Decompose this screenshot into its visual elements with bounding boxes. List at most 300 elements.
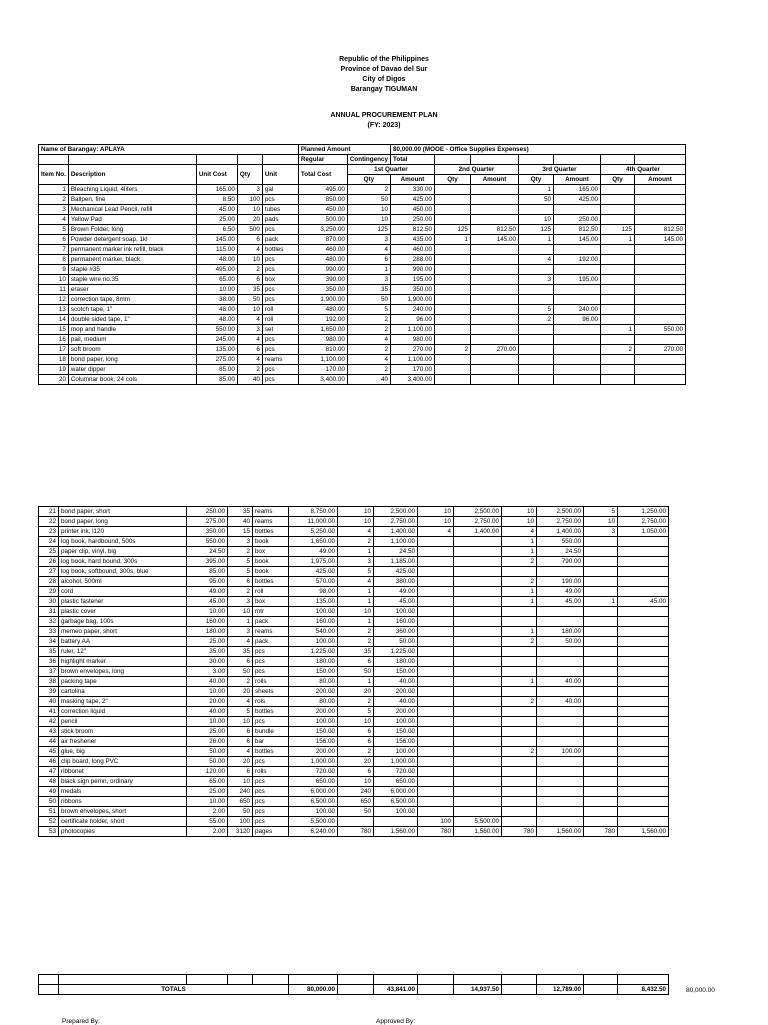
cell-q1-qty: 10 — [338, 717, 374, 727]
cell-unit-cost: 65.00 — [187, 777, 228, 787]
cell-item: 44 — [39, 737, 59, 747]
cell-q1-qty: 4 — [338, 577, 374, 587]
cell-q2-qty — [418, 717, 454, 727]
cell-description: air freshener — [59, 737, 187, 747]
cell-q1-qty: 1 — [338, 547, 374, 557]
cell-q1-amount: 350.00 — [390, 285, 434, 295]
cell-total-cost: 11,000.00 — [289, 517, 338, 527]
q1-qty-header: Qty — [347, 175, 390, 185]
cell-item: 30 — [39, 597, 59, 607]
cell-unit: pack — [262, 235, 298, 245]
cell-q2-amount — [470, 255, 518, 265]
cell-unit: reams — [262, 355, 298, 365]
header-line-2: Province of Davao del Sur — [340, 66, 428, 73]
cell-q3-amount: 790.00 — [537, 557, 584, 567]
cell-unit: rolls — [253, 677, 289, 687]
cell-q1-qty: 10 — [338, 507, 374, 517]
cell-q2-amount — [454, 737, 502, 747]
cell-unit-cost: 245.00 — [196, 335, 237, 345]
cell-description: ruler, 12" — [59, 647, 187, 657]
cell-item: 24 — [39, 537, 59, 547]
cell-q1-amount: 96.00 — [390, 315, 434, 325]
cell-q4-qty — [584, 687, 618, 697]
table-row — [39, 325, 686, 335]
cell-q4-qty — [600, 265, 634, 275]
cell-qty: 6 — [228, 657, 253, 667]
cell-unit: pads — [262, 215, 298, 225]
cell-total-cost: 3,250.00 — [298, 225, 347, 235]
cell-q1-qty: 6 — [338, 657, 374, 667]
table-row — [39, 707, 669, 717]
cell-qty: 4 — [228, 747, 253, 757]
cell-qty: 6 — [228, 767, 253, 777]
cell-q4-qty: 780 — [584, 827, 618, 837]
cell-total-cost: 150.00 — [289, 667, 338, 677]
cell-q3-amount: 425.00 — [553, 195, 600, 205]
cell-description: cartolina — [59, 687, 187, 697]
cell-q4-qty — [584, 817, 618, 827]
cell-q3-qty: 2 — [518, 315, 553, 325]
cell-q3-amount — [553, 375, 600, 385]
cell-q3-qty: 1 — [502, 677, 537, 687]
table-row — [39, 285, 686, 295]
cell-q3-qty — [518, 205, 553, 215]
planned-amount-value: 80,000.00 (MOOE - Office Supplies Expenses) — [390, 145, 685, 155]
cell-q2-amount — [454, 787, 502, 797]
cell-unit-cost: 45.00 — [187, 597, 228, 607]
cell-q4-qty — [584, 617, 618, 627]
cell-q3-qty — [518, 325, 553, 335]
table-row — [39, 265, 686, 275]
cell-q1-amount: 2,750.00 — [374, 517, 418, 527]
cell-q1-amount: 156.00 — [374, 737, 418, 747]
cell-q1-amount: 100.00 — [374, 717, 418, 727]
cell-description: glue, big — [59, 747, 187, 757]
cell-item: 12 — [39, 295, 69, 305]
cell-unit-cost: 25.00 — [187, 637, 228, 647]
cell-qty: 3120 — [228, 827, 253, 837]
cell-q4-amount — [634, 285, 685, 295]
cell-q3-qty: 1 — [502, 587, 537, 597]
cell-q3-qty: 50 — [518, 195, 553, 205]
cell-q4-qty — [600, 335, 634, 345]
cell-q3-qty — [502, 817, 537, 827]
cell-description: eraser — [68, 285, 196, 295]
cell-description: paper clip, vinyl, big — [59, 547, 187, 557]
cell-description: bond paper, long — [59, 517, 187, 527]
cell-q2-amount — [454, 797, 502, 807]
cell-item: 4 — [39, 215, 69, 225]
cell-unit: book — [253, 557, 289, 567]
cell-unit: bottles — [253, 577, 289, 587]
cell-q3-amount — [537, 717, 584, 727]
cell-q4-qty — [584, 637, 618, 647]
cell-q4-amount — [618, 717, 669, 727]
cell-total-cost: 180.00 — [289, 657, 338, 667]
cell-q3-qty: 10 — [502, 517, 537, 527]
cell-item: 21 — [39, 507, 59, 517]
cell-q2-qty — [418, 677, 454, 687]
cell-unit-cost: 160.00 — [187, 617, 228, 627]
cell-q1-amount: 980.00 — [390, 335, 434, 345]
cell-q1-amount: 460.00 — [390, 245, 434, 255]
cell-q1-amount: 1,100.00 — [390, 355, 434, 365]
cell-description: battery AA — [59, 637, 187, 647]
cell-unit-cost: 550.00 — [196, 325, 237, 335]
cell-q4-amount — [618, 797, 669, 807]
cell-q1-qty: 2 — [338, 697, 374, 707]
cell-q1-qty: 3 — [338, 557, 374, 567]
cell-q3-amount — [537, 757, 584, 767]
cell-unit: pcs — [262, 285, 298, 295]
cell-item: 33 — [39, 627, 59, 637]
cell-unit: reams — [253, 507, 289, 517]
cell-qty: 2 — [228, 677, 253, 687]
cell-q4-amount — [618, 567, 669, 577]
cell-q3-amount — [537, 727, 584, 737]
cell-q4-amount — [618, 547, 669, 557]
cell-q4-qty — [600, 245, 634, 255]
cell-qty: 4 — [237, 335, 262, 345]
cell-q1-amount: 170.00 — [390, 365, 434, 375]
cell-q2-qty — [434, 305, 470, 315]
cell-qty: 6 — [228, 737, 253, 747]
cell-q3-qty — [502, 647, 537, 657]
cell-unit-cost: 48.00 — [196, 255, 237, 265]
cell-total-cost: 5,250.00 — [289, 527, 338, 537]
cell-q4-amount — [634, 185, 685, 195]
cell-description: plastic cover — [59, 607, 187, 617]
table-row — [39, 827, 669, 837]
cell-qty: 240 — [228, 787, 253, 797]
q2-amount-header: Amount — [470, 175, 518, 185]
cell-total-cost: 500.00 — [298, 215, 347, 225]
cell-q4-amount: 550.00 — [634, 325, 685, 335]
cell-total-cost: 810.00 — [298, 345, 347, 355]
cell-q3-qty: 1 — [502, 597, 537, 607]
cell-q2-qty — [434, 245, 470, 255]
cell-unit-cost: 38.00 — [196, 295, 237, 305]
cell-q3-qty — [502, 607, 537, 617]
cell-q4-qty — [584, 737, 618, 747]
cell-unit: pcs — [253, 807, 289, 817]
table-row — [39, 637, 669, 647]
cell-total-cost: 1,100.00 — [298, 355, 347, 365]
cell-item: 28 — [39, 577, 59, 587]
cell-q4-amount — [618, 707, 669, 717]
cell-q2-qty — [418, 597, 454, 607]
cell-total-cost: 6,500.00 — [289, 797, 338, 807]
cell-unit: pcs — [253, 717, 289, 727]
cell-q1-qty: 35 — [338, 647, 374, 657]
cell-q1-qty: 40 — [347, 375, 390, 385]
cell-q3-amount: 1,400.00 — [537, 527, 584, 537]
cell-q1-qty: 20 — [338, 687, 374, 697]
cell-q2-amount — [454, 607, 502, 617]
cell-item: 51 — [39, 807, 59, 817]
table-row — [39, 225, 686, 235]
cell-unit: roll — [253, 587, 289, 597]
cell-unit-cost: 25.00 — [196, 215, 237, 225]
cell-q1-qty: 4 — [338, 527, 374, 537]
cell-q4-amount — [618, 807, 669, 817]
cell-total-cost: 100.00 — [289, 807, 338, 817]
cell-item: 20 — [39, 375, 69, 385]
cell-unit: pcs — [262, 335, 298, 345]
cell-item: 5 — [39, 225, 69, 235]
cell-unit: mtr — [253, 607, 289, 617]
approved-by: Approved By: — [376, 1018, 416, 1025]
cell-total-cost: 170.00 — [298, 365, 347, 375]
cell-q1-amount: 50.00 — [374, 637, 418, 647]
table-row — [39, 375, 686, 385]
cell-q2-amount — [454, 537, 502, 547]
cell-q3-qty — [502, 707, 537, 717]
cell-item: 14 — [39, 315, 69, 325]
cell-q4-amount: 2,750.00 — [618, 517, 669, 527]
cell-q4-qty — [584, 587, 618, 597]
cell-q1-amount: 200.00 — [374, 707, 418, 717]
cell-qty: 50 — [228, 807, 253, 817]
table-row — [39, 355, 686, 365]
cell-q4-amount — [618, 577, 669, 587]
cell-q2-qty: 100 — [418, 817, 454, 827]
cell-q2-amount — [470, 305, 518, 315]
cell-q2-amount — [470, 355, 518, 365]
cell-q4-qty — [600, 375, 634, 385]
cell-unit: pack — [253, 617, 289, 627]
cell-q4-qty — [584, 767, 618, 777]
cell-q1-qty: 10 — [338, 607, 374, 617]
cell-q1-amount: 6,000.00 — [374, 787, 418, 797]
cell-q1-amount: 1,225.00 — [374, 647, 418, 657]
cell-q1-amount: 435.00 — [390, 235, 434, 245]
cell-qty: 650 — [228, 797, 253, 807]
cell-unit: bottles — [262, 245, 298, 255]
cell-q1-amount: 288.00 — [390, 255, 434, 265]
cell-q1-amount: 1,000.00 — [374, 757, 418, 767]
cell-description: bond paper, short — [59, 507, 187, 517]
cell-item: 15 — [39, 325, 69, 335]
cell-q3-qty — [518, 265, 553, 275]
col-q4: 4th Quarter — [600, 165, 685, 175]
cell-q4-qty — [600, 315, 634, 325]
cell-q4-qty — [600, 215, 634, 225]
cell-q1-qty: 3 — [347, 275, 390, 285]
cell-q1-amount: 1,400.00 — [374, 527, 418, 537]
cell-q4-amount — [634, 255, 685, 265]
cell-q3-qty: 2 — [502, 637, 537, 647]
cell-qty: 3 — [228, 597, 253, 607]
cell-unit-cost: 350.00 — [187, 527, 228, 537]
cell-unit: pcs — [262, 375, 298, 385]
cell-q3-amount — [553, 345, 600, 355]
table-row — [39, 687, 669, 697]
cell-item: 50 — [39, 797, 59, 807]
cell-q1-qty: 50 — [347, 195, 390, 205]
cell-q1-amount: 150.00 — [374, 667, 418, 677]
cell-qty: 20 — [237, 215, 262, 225]
table-row — [39, 345, 686, 355]
cell-total-cost: 3,400.00 — [298, 375, 347, 385]
cell-q3-amount — [537, 777, 584, 787]
cell-qty: 35 — [228, 647, 253, 657]
cell-item: 41 — [39, 707, 59, 717]
table-row — [39, 747, 669, 757]
cell-q1-amount: 1,185.00 — [374, 557, 418, 567]
cell-unit: pcs — [262, 365, 298, 375]
cell-description: log book, hardbound, 500s — [59, 537, 187, 547]
cell-description: highlight marker — [59, 657, 187, 667]
cell-q2-amount: 812.50 — [470, 225, 518, 235]
cell-q1-amount: 425.00 — [390, 195, 434, 205]
cell-description: Powder detergent soap, 1kl — [68, 235, 196, 245]
cell-total-cost: 1,650.00 — [289, 537, 338, 547]
cell-qty: 10 — [228, 717, 253, 727]
cell-q1-amount: 3,400.00 — [390, 375, 434, 385]
cell-q2-amount: 2,750.00 — [454, 517, 502, 527]
cell-q3-qty — [502, 757, 537, 767]
cell-qty: 100 — [228, 817, 253, 827]
cell-item: 38 — [39, 677, 59, 687]
totals-total-cost: 80,000.00 — [289, 985, 338, 995]
cell-total-cost: 1,900.00 — [298, 295, 347, 305]
cell-q2-amount — [454, 657, 502, 667]
cell-description: photocopies — [59, 827, 187, 837]
cell-q4-amount — [618, 697, 669, 707]
cell-q4-amount: 812.50 — [634, 225, 685, 235]
cell-q1-qty: 2 — [347, 325, 390, 335]
cell-q3-qty — [502, 787, 537, 797]
q3-qty-header: Qty — [518, 175, 553, 185]
table-row — [39, 817, 669, 827]
cell-qty: 6 — [237, 345, 262, 355]
cell-total-cost: 460.00 — [298, 245, 347, 255]
cell-qty: 40 — [237, 375, 262, 385]
cell-q4-amount — [618, 777, 669, 787]
cell-unit: roll — [262, 315, 298, 325]
cell-total-cost: 1,225.00 — [289, 647, 338, 657]
cell-item: 36 — [39, 657, 59, 667]
cell-total-cost: 160.00 — [289, 617, 338, 627]
cell-q2-amount — [470, 265, 518, 275]
cell-q1-amount: 425.00 — [374, 567, 418, 577]
cell-q1-amount: 195.00 — [390, 275, 434, 285]
table-row — [39, 567, 669, 577]
cell-q2-amount: 145.00 — [470, 235, 518, 245]
cell-item: 17 — [39, 345, 69, 355]
table-row — [39, 667, 669, 677]
cell-unit: pcs — [262, 295, 298, 305]
table-row — [39, 527, 669, 537]
cell-q1-amount: 450.00 — [390, 205, 434, 215]
cell-q2-qty: 780 — [418, 827, 454, 837]
cell-unit: box — [253, 597, 289, 607]
cell-q4-amount — [634, 355, 685, 365]
cell-unit-cost: 50.00 — [187, 757, 228, 767]
cell-q1-qty: 1 — [347, 265, 390, 275]
cell-total-cost: 100.00 — [289, 607, 338, 617]
cell-q3-amount — [537, 707, 584, 717]
cell-qty: 5 — [228, 567, 253, 577]
cell-item: 27 — [39, 567, 59, 577]
cell-q3-qty: 1 — [502, 537, 537, 547]
cell-unit: pcs — [262, 265, 298, 275]
cell-q1-amount: 100.00 — [374, 607, 418, 617]
cell-unit: bar — [253, 737, 289, 747]
planned-amount-label: Planned Amount — [298, 145, 390, 155]
cell-q3-amount — [537, 787, 584, 797]
cell-total-cost: 200.00 — [289, 707, 338, 717]
table-row — [39, 517, 669, 527]
cell-q4-qty — [584, 717, 618, 727]
cell-q2-qty — [418, 647, 454, 657]
cell-q3-qty: 3 — [518, 275, 553, 285]
cell-unit: book — [253, 567, 289, 577]
cell-q1-qty: 2 — [338, 637, 374, 647]
table-row — [39, 295, 686, 305]
cell-unit-cost: 3.00 — [187, 667, 228, 677]
cell-q2-qty — [434, 295, 470, 305]
cell-unit: pcs — [253, 667, 289, 677]
cell-q1-amount: 49.00 — [374, 587, 418, 597]
cell-unit-cost: 65.00 — [196, 275, 237, 285]
cell-unit-cost: 48.00 — [196, 315, 237, 325]
cell-q4-qty — [584, 667, 618, 677]
table-row — [39, 757, 669, 767]
cell-q1-qty: 2 — [338, 537, 374, 547]
cell-q4-amount: 45.00 — [618, 597, 669, 607]
cell-description: soft broom — [68, 345, 196, 355]
cell-q3-amount: 40.00 — [537, 697, 584, 707]
cell-q3-amount: 240.00 — [553, 305, 600, 315]
table-row — [39, 547, 669, 557]
cell-qty: 2 — [228, 547, 253, 557]
table-row — [39, 777, 669, 787]
cell-description: log book, softbound, 300s, blue — [59, 567, 187, 577]
cell-q3-qty: 2 — [502, 557, 537, 567]
cell-unit: pcs — [253, 817, 289, 827]
cell-q1-qty: 6 — [347, 255, 390, 265]
cell-q1-qty: 50 — [347, 295, 390, 305]
cell-q3-amount — [553, 325, 600, 335]
table-row — [39, 205, 686, 215]
cell-q3-amount: 812.50 — [553, 225, 600, 235]
cell-item: 18 — [39, 355, 69, 365]
cell-unit-cost: 25.00 — [187, 727, 228, 737]
cell-q2-qty: 125 — [434, 225, 470, 235]
cell-item: 48 — [39, 777, 59, 787]
cell-total-cost: 540.00 — [289, 627, 338, 637]
cell-qty: 40 — [228, 517, 253, 527]
header-line-4: Barangay TIGUMAN — [350, 86, 418, 93]
totals-q4: 8,432.50 — [618, 985, 669, 995]
cell-q4-qty — [600, 205, 634, 215]
cell-q1-qty: 2 — [347, 315, 390, 325]
cell-q4-amount — [634, 315, 685, 325]
cell-q2-amount — [470, 275, 518, 285]
cell-qty: 50 — [237, 295, 262, 305]
table-row — [39, 255, 686, 265]
cell-unit-cost: 50.00 — [187, 747, 228, 757]
cell-unit-cost: 26.00 — [187, 737, 228, 747]
cell-unit-cost: 45.00 — [196, 205, 237, 215]
cell-q4-qty — [584, 777, 618, 787]
cell-q3-amount: 250.00 — [553, 215, 600, 225]
cell-q2-amount — [454, 687, 502, 697]
cell-q4-qty — [584, 807, 618, 817]
cell-q4-qty — [584, 627, 618, 637]
